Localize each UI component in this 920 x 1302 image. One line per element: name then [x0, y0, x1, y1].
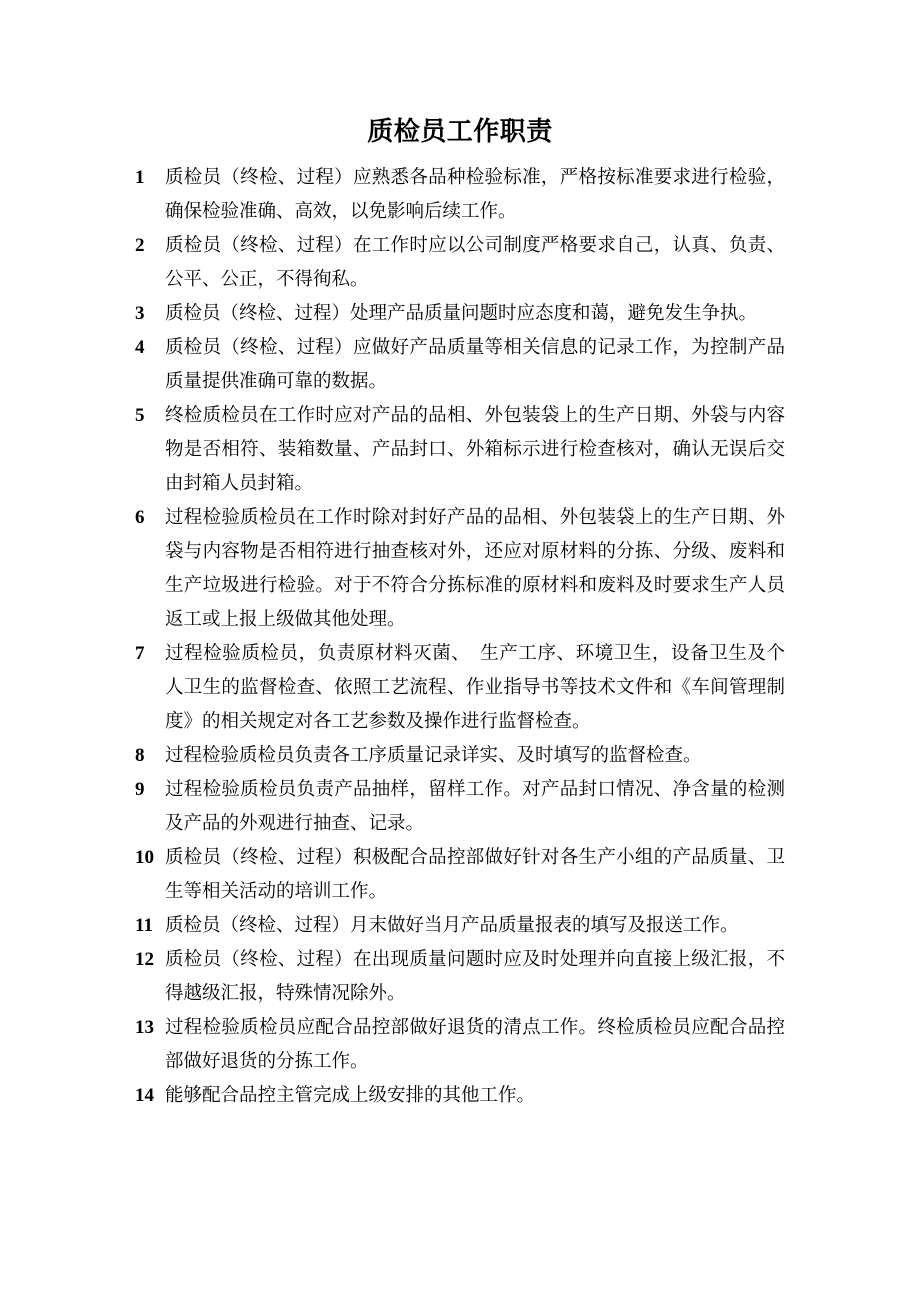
- item-line-text: 过程检验质检员应配合品控部做好退货的清点工作。终检质检员应配合品控: [165, 1018, 785, 1038]
- document-body: [135, 112, 785, 1113]
- item-number: 1: [135, 167, 145, 188]
- item-line-text: 确保检验准确、高效，以免影响后续工作。: [165, 202, 517, 222]
- item-text: [165, 841, 785, 909]
- list-item: [135, 501, 785, 637]
- item-line-text: 过程检验质检员在工作时除对封好产品的品相、外包装袋上的生产日期、外: [165, 508, 785, 528]
- list-item: [135, 399, 785, 501]
- item-line-text: 返工或上报上级做其他处理。: [165, 610, 406, 630]
- item-line-text: 质检员（终检、过程）在工作时应以公司制度严格要求自己，认真、负责、: [165, 236, 785, 256]
- item-line-text: 质检员（终检、过程）应做好产品质量等相关信息的记录工作，为控制产品: [165, 338, 785, 358]
- responsibility-list: [135, 161, 785, 1113]
- list-item: [135, 739, 785, 773]
- item-text: [165, 1011, 785, 1079]
- item-line-text: 部做好退货的分拣工作。: [165, 1052, 369, 1072]
- item-text: [165, 399, 785, 501]
- item-number: 5: [135, 405, 145, 426]
- item-line-text: 袋与内容物是否相符进行抽查核对外，还应对原材料的分拣、分级、废料和: [165, 542, 785, 562]
- item-number: 9: [135, 779, 145, 800]
- document-title: 质检员工作职责: [367, 117, 553, 146]
- item-number: 13: [135, 1017, 154, 1038]
- item-text: [165, 501, 785, 637]
- item-line-text: 质检员（终检、过程）处理产品质量问题时应态度和蔼，避免发生争执。: [165, 304, 758, 324]
- item-line-text: 由封箱人员封箱。: [165, 474, 314, 494]
- item-text: [165, 773, 785, 841]
- item-number: 11: [135, 915, 153, 936]
- item-number: 6: [135, 507, 145, 528]
- item-line-text: 生产垃圾进行检验。对于不符合分拣标准的原材料和废料及时要求生产人员: [165, 576, 785, 596]
- item-line-text: 过程检验质检员负责各工序质量记录详实、及时填写的监督检查。: [165, 746, 702, 766]
- list-item: [135, 909, 785, 943]
- item-text: [165, 943, 785, 1011]
- item-number: 8: [135, 745, 145, 766]
- list-item: [135, 841, 785, 909]
- item-text: [165, 909, 785, 943]
- list-item: [135, 943, 785, 1011]
- item-line-text: 过程检验质检员，负责原材料灭菌、 生产工序、环境卫生，设备卫生及个: [165, 644, 785, 664]
- item-text: [165, 297, 785, 331]
- list-item: [135, 1011, 785, 1079]
- item-line-text: 过程检验质检员负责产品抽样，留样工作。对产品封口情况、净含量的检测: [165, 780, 785, 800]
- list-item: [135, 229, 785, 297]
- item-number: 14: [135, 1085, 154, 1106]
- item-line-text: 度》的相关规定对各工艺参数及操作进行监督检查。: [165, 712, 591, 732]
- item-text: [165, 1079, 785, 1113]
- item-line-text: 质检员（终检、过程）月末做好当月产品质量报表的填写及报送工作。: [165, 916, 739, 936]
- item-line-text: 得越级汇报，特殊情况除外。: [165, 984, 406, 1004]
- list-item: [135, 331, 785, 399]
- item-line-text: 质检员（终检、过程）应熟悉各品种检验标准，严格按标准要求进行检验，: [165, 168, 785, 188]
- item-line-text: 及产品的外观进行抽查、记录。: [165, 814, 425, 834]
- item-line-text: 生等相关活动的培训工作。: [165, 882, 388, 902]
- item-line-text: 物是否相符、装箱数量、产品封口、外箱标示进行检查核对，确认无误后交: [165, 440, 785, 460]
- item-text: [165, 229, 785, 297]
- item-text: [165, 161, 785, 229]
- item-line-text: 终检质检员在工作时应对产品的品相、外包装袋上的生产日期、外袋与内容: [165, 406, 785, 426]
- item-number: 12: [135, 949, 154, 970]
- item-number: 4: [135, 337, 145, 358]
- item-line-text: 质检员（终检、过程）在出现质量问题时应及时处理并向直接上级汇报，不: [165, 950, 785, 970]
- item-line-text: 公平、公正，不得徇私。: [165, 270, 369, 290]
- item-text: [165, 637, 785, 739]
- list-item: [135, 773, 785, 841]
- item-number: 2: [135, 235, 145, 256]
- item-number: 7: [135, 643, 145, 664]
- item-line-text: 质检员（终检、过程）积极配合品控部做好针对各生产小组的产品质量、卫: [165, 848, 785, 868]
- item-line-text: 能够配合品控主管完成上级安排的其他工作。: [165, 1086, 536, 1106]
- item-line-text: 质量提供准确可靠的数据。: [165, 372, 388, 392]
- item-number: 3: [135, 303, 145, 324]
- list-item: [135, 161, 785, 229]
- item-text: [165, 739, 785, 773]
- item-text: [165, 331, 785, 399]
- list-item: [135, 637, 785, 739]
- list-item: [135, 1079, 785, 1113]
- item-line-text: 人卫生的监督检查、依照工艺流程、作业指导书等技术文件和《车间管理制: [165, 678, 785, 698]
- list-item: [135, 297, 785, 331]
- item-number: 10: [135, 847, 154, 868]
